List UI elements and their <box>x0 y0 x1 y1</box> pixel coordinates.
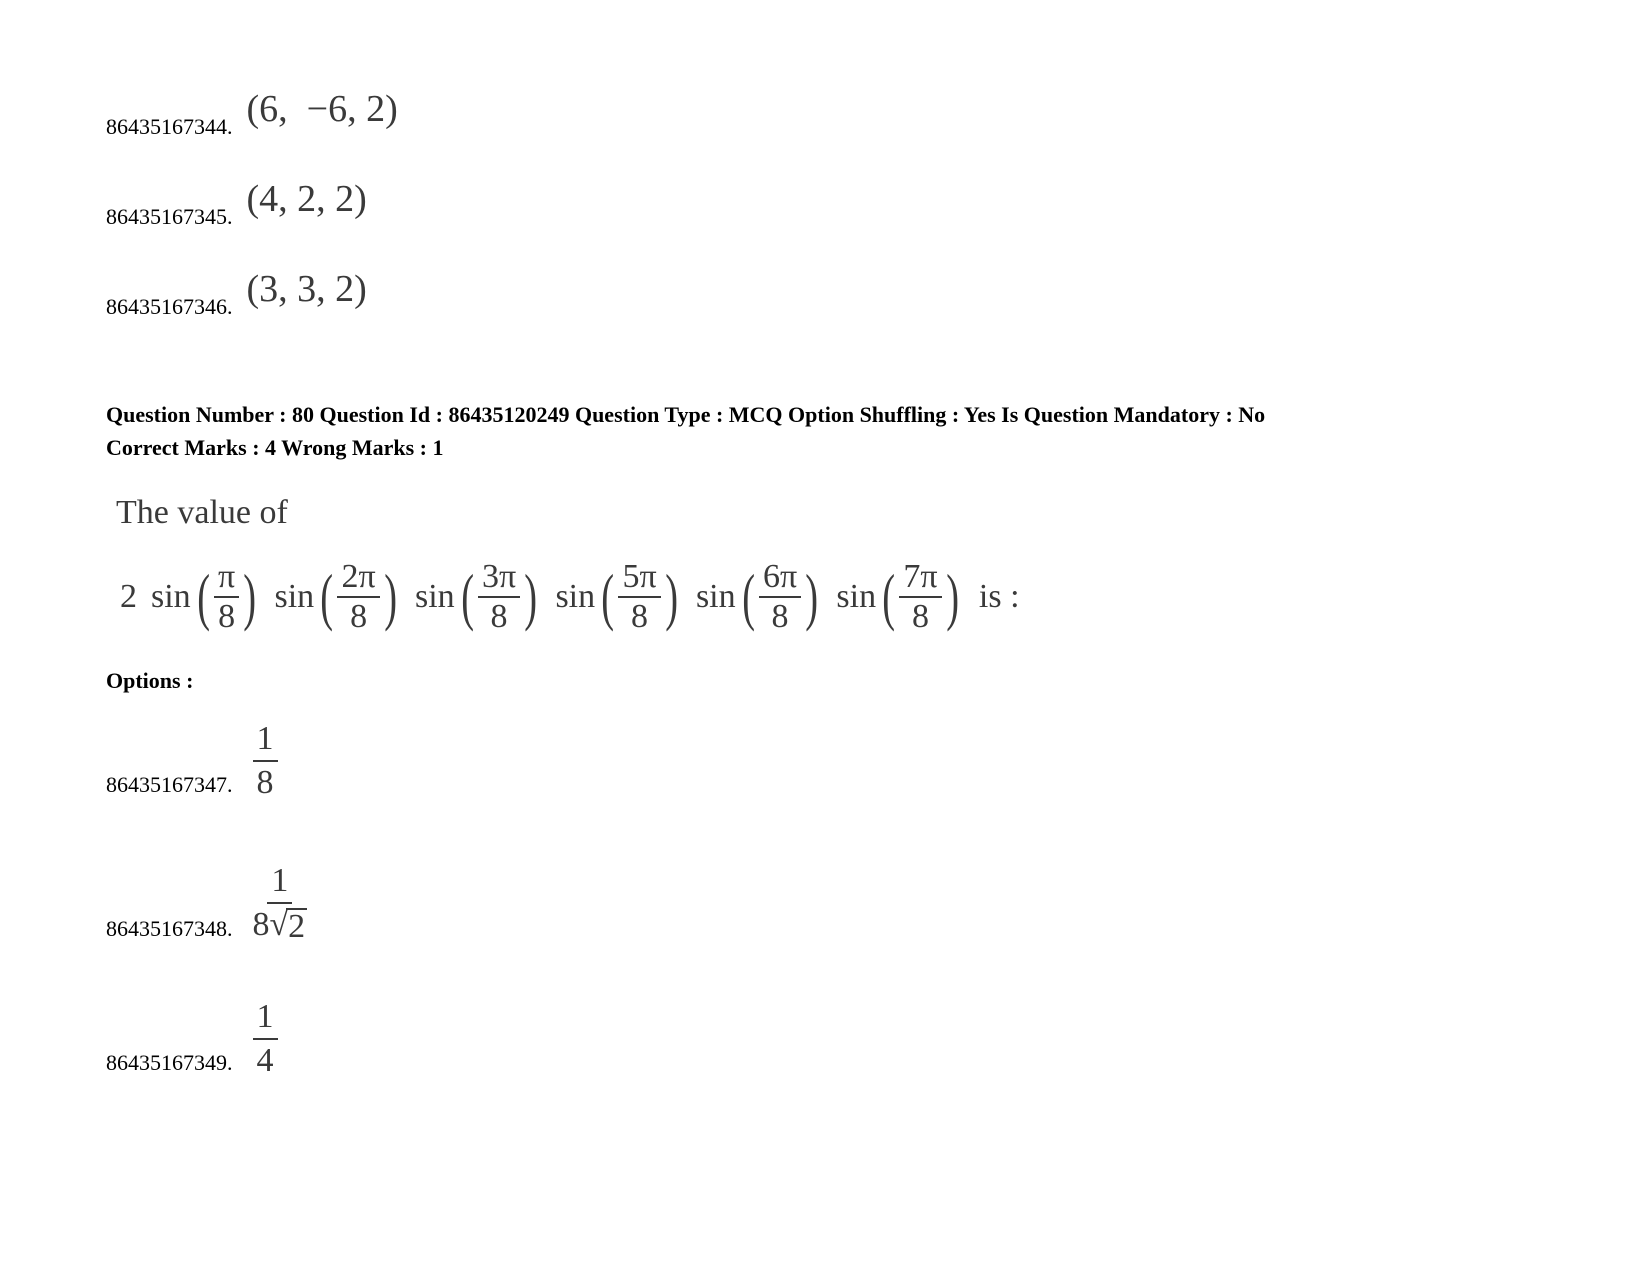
close-paren: ) <box>945 561 959 632</box>
question-expression <box>120 560 1020 634</box>
sin-function: sin <box>151 578 191 615</box>
option-value: (3, 3, 2) <box>246 268 367 310</box>
option-value: 1 8 √ 2 <box>252 862 306 945</box>
sin-argument-fraction: $\frac{5\pi}{8}$ <box>618 560 660 634</box>
option-value: $\frac{1}{4}$ <box>253 998 278 1078</box>
option-id: 86435167346. <box>106 294 233 319</box>
close-paren: ) <box>664 561 678 632</box>
close-paren: ) <box>243 561 257 632</box>
sin-function: sin <box>414 578 455 615</box>
expression-coefficient: 2 <box>120 578 137 615</box>
open-paren: ( <box>601 561 615 632</box>
sin-argument-fraction: $\frac{3\pi}{8}$ <box>478 560 520 634</box>
sin-function: sin <box>555 578 596 615</box>
close-paren: ) <box>524 561 538 632</box>
sin-function: sin <box>836 578 877 615</box>
open-paren: ( <box>882 561 896 632</box>
close-paren: ) <box>805 561 819 632</box>
sin-function: sin <box>274 578 315 615</box>
option-id: 86435167347. <box>106 772 233 797</box>
question-meta-line2: Correct Marks : 4 Wrong Marks : 1 <box>106 435 444 460</box>
option-row <box>106 178 367 229</box>
option-id: 86435167348. <box>106 916 233 941</box>
option-value: (6, −6, 2) <box>246 88 398 130</box>
option-row <box>106 716 278 801</box>
option-row <box>106 268 367 319</box>
option-row <box>106 994 278 1079</box>
option-value: $\frac{1}{8}$ <box>253 720 278 800</box>
sin-argument-fraction: $\frac{6\pi}{8}$ <box>759 560 801 634</box>
sin-argument-fraction: $\frac{2\pi}{8}$ <box>337 560 379 634</box>
option-id: 86435167349. <box>106 1050 233 1075</box>
option-row <box>106 858 307 945</box>
question-lead-text: The value of <box>116 494 288 531</box>
options-label: Options : <box>106 668 194 693</box>
sin-argument-fraction: $\frac{7\pi}{8}$ <box>899 560 941 634</box>
option-value: (4, 2, 2) <box>246 178 367 220</box>
sin-function: sin <box>695 578 736 615</box>
question-meta-line1: Question Number : 80 Question Id : 86435120249 Question Type : MCQ Option Shuffling : Yes Is Question Mandatory : No <box>106 402 1266 427</box>
option-id: 86435167345. <box>106 204 233 229</box>
open-paren: ( <box>320 561 334 632</box>
square-root: √ 2 <box>269 906 306 945</box>
sin-argument-fraction: $\frac{\pi}{8}$ <box>214 560 239 634</box>
expression-suffix: is : <box>978 578 1020 615</box>
close-paren: ) <box>383 561 397 632</box>
open-paren: ( <box>741 561 755 632</box>
option-row <box>106 88 398 139</box>
open-paren: ( <box>196 561 210 632</box>
option-id: 86435167344. <box>106 114 233 139</box>
open-paren: ( <box>460 561 474 632</box>
